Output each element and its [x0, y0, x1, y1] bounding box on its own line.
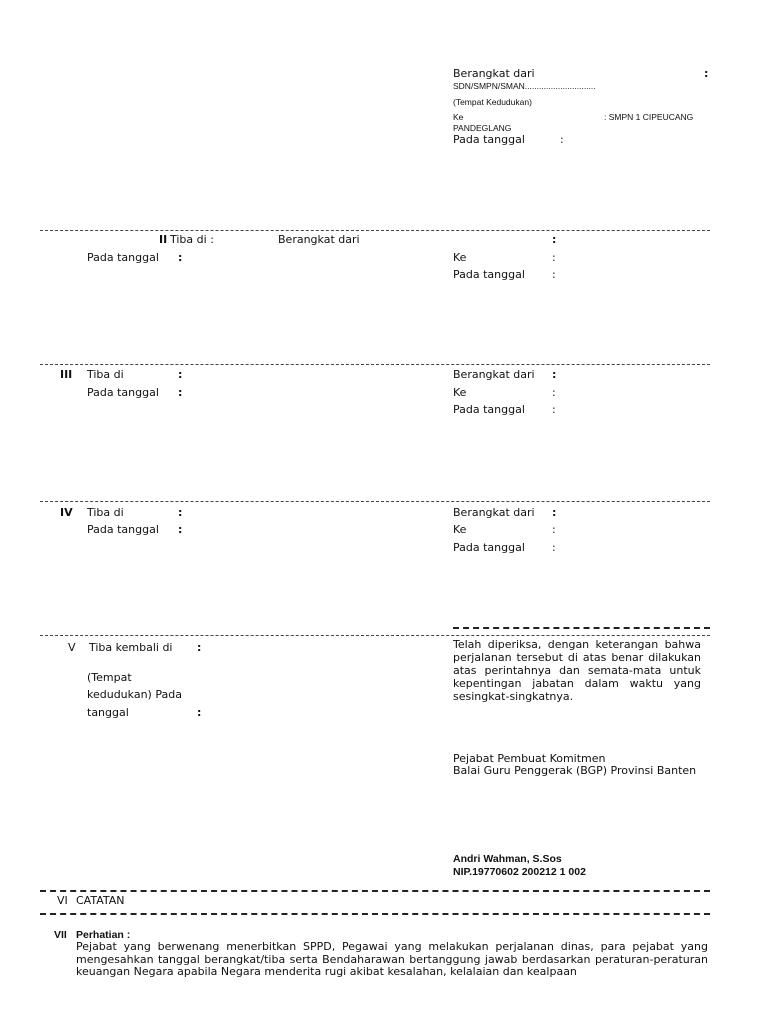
tiba-di-colon: :	[178, 506, 183, 519]
pada-tanggal-colon: :	[560, 133, 564, 146]
divider-line	[40, 501, 710, 502]
tempat-kedudukan-label: (Tempat Kedudukan)	[453, 97, 532, 107]
official-office: Balai Guru Penggerak (BGP) Provinsi Banten	[453, 764, 697, 777]
tanggal-label: tanggal	[87, 706, 129, 719]
perhatian-text: Pejabat yang berwenang menerbitkan SPPD, Pegawai yang melakukan perjalanan dinas, para pejabat yang mengesahkan tanggal berangkat/tiba serta Bendaharawan bertanggung jawab berdasarkan peraturan-peraturan keuangan Negara apabila Negara menderita rugi akibat kesalahan, kelalaian dan kealpaan	[76, 940, 708, 978]
section-iii-numeral: III	[60, 368, 73, 381]
ke-label: Ke	[453, 251, 467, 264]
berangkat-dari-label: Berangkat dari	[453, 506, 535, 519]
pada-tanggal-label: Pada tanggal	[453, 541, 525, 554]
pandeglang-label: PANDEGLANG	[453, 123, 512, 133]
berangkat-dari-colon: :	[552, 233, 557, 246]
ke-colon: :	[552, 523, 556, 536]
pada-tanggal-label: Pada tanggal	[453, 133, 525, 146]
school-line: SDN/SMPN/SMAN..............................	[453, 81, 596, 91]
official-name: Andri Wahman, S.Sos	[453, 853, 562, 865]
tempat-label: (Tempat	[87, 671, 132, 684]
divider-line	[40, 635, 710, 636]
ke-value: : SMPN 1 CIPEUCANG	[604, 112, 694, 122]
ke-label: Ke	[453, 523, 467, 536]
berangkat-dari-label: Berangkat dari	[453, 67, 535, 80]
ke-colon: :	[552, 251, 556, 264]
section-vii-numeral: VII	[54, 929, 67, 941]
catatan-label: CATATAN	[76, 894, 125, 907]
pada-tanggal-colon: :	[178, 251, 183, 264]
official-nip: NIP.19770602 200212 1 002	[453, 866, 586, 878]
tiba-di-label: Tiba di :	[170, 233, 214, 246]
section-vi-numeral: VI	[57, 894, 68, 907]
ke-colon: :	[552, 386, 556, 399]
tiba-di-label: Tiba di	[87, 368, 124, 381]
berangkat-dari-colon: :	[552, 506, 557, 519]
divider-line	[40, 913, 710, 915]
kedudukan-pada-label: kedudukan) Pada	[87, 688, 182, 701]
divider-line	[40, 230, 710, 231]
pada-tanggal-label: Pada tanggal	[87, 251, 159, 264]
pada-tanggal-label: Pada tanggal	[453, 403, 525, 416]
berangkat-dari-colon: :	[552, 368, 557, 381]
ke-label: Ke	[453, 386, 467, 399]
tiba-di-colon: :	[178, 368, 183, 381]
divider-line	[40, 364, 710, 365]
pada-tanggal-label: Pada tanggal	[453, 268, 525, 281]
pada-tanggal-colon: :	[178, 386, 183, 399]
perhatian-label: Perhatian :	[76, 929, 131, 941]
pada-tanggal-label: Pada tanggal	[87, 386, 159, 399]
tiba-kembali-colon: :	[197, 641, 202, 654]
berangkat-dari-label: Berangkat dari	[453, 368, 535, 381]
ke-label: Ke	[453, 112, 464, 122]
pada-tanggal-colon: :	[178, 523, 183, 536]
section-iv-numeral: IV	[60, 506, 73, 519]
berangkat-dari-colon: :	[704, 67, 709, 80]
divider-line	[40, 890, 710, 892]
tiba-kembali-label: Tiba kembali di	[89, 641, 173, 654]
official-title: Pejabat Pembuat Komitmen	[453, 752, 606, 765]
signature-divider	[453, 627, 710, 629]
pada-tanggal-colon: :	[552, 541, 556, 554]
pada-tanggal-colon: :	[552, 268, 556, 281]
verification-statement: Telah diperiksa, dengan keterangan bahwa perjalanan tersebut di atas benar dilakukan atas perintahnya dan semata-mata untuk kepentingan jabatan dalam waktu yang sesingkat-singkatnya.	[453, 638, 701, 703]
tiba-di-label: Tiba di	[87, 506, 124, 519]
berangkat-dari-label: Berangkat dari	[278, 233, 360, 246]
tanggal-colon: :	[197, 706, 202, 719]
pada-tanggal-label: Pada tanggal	[87, 523, 159, 536]
section-v-numeral: V	[68, 641, 76, 654]
section-ii-numeral: II	[159, 233, 168, 246]
pada-tanggal-colon: :	[552, 403, 556, 416]
